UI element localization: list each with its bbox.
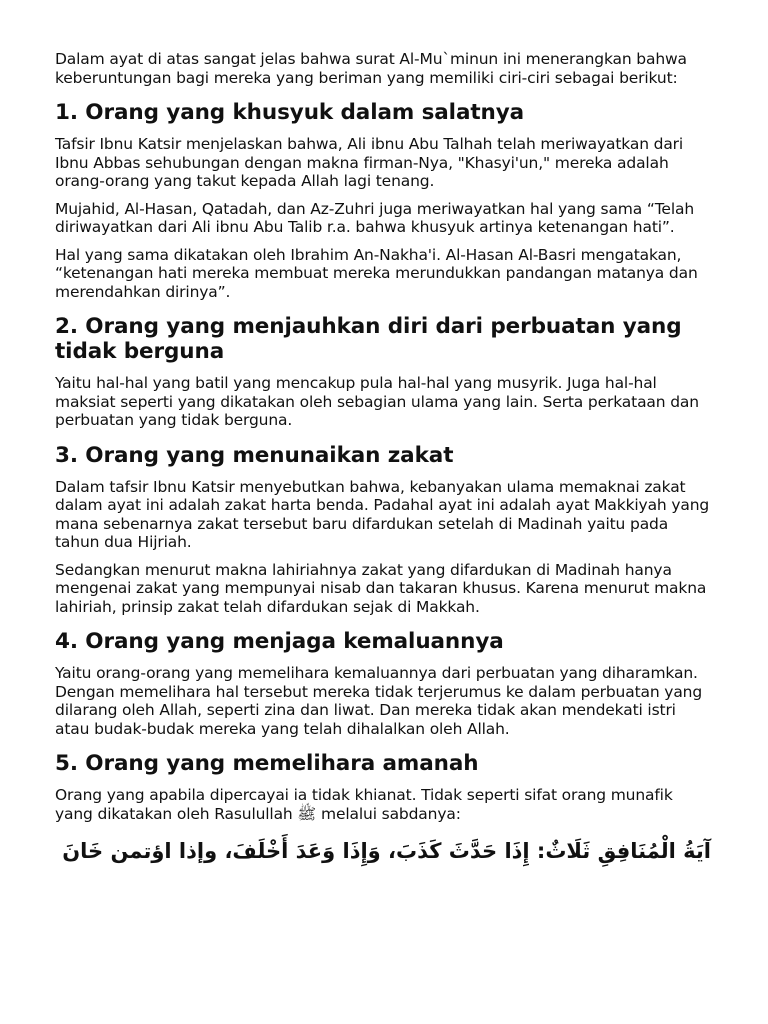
section-4-heading: 4. Orang yang menjaga kemaluannya	[55, 629, 504, 654]
intro-paragraph: Dalam ayat di atas sangat jelas bahwa surat Al-Mu`minun ini menerangkan bahwa keberuntungan bagi mereka yang beriman yang memiliki ciri-ciri sebagai berikut:	[55, 50, 687, 87]
section-1-paragraph-2: Mujahid, Al-Hasan, Qatadah, dan Az-Zuhri juga meriwayatkan hal yang sama “Telah diriwayatkan dari Ali ibnu Abu Talib r.a. bahwa khusyuk artinya ketenangan hati”.	[55, 199, 694, 236]
section-5-paragraph-1: Orang yang apabila dipercayai ia tidak khianat. Tidak seperti sifat orang munafik yang dikatakan oleh Rasulullah ﷺ melalui sabdanya:	[55, 786, 673, 823]
section-3-heading: 3. Orang yang menunaikan zakat	[55, 442, 454, 468]
section-2-heading: 2. Orang yang menjauhkan diri dari perbuatan yang tidak berguna	[55, 314, 682, 364]
section-1-paragraph-3: Hal yang sama dikatakan oleh Ibrahim An-Nakha'i. Al-Hasan Al-Basri mengatakan, “ketenangan hati mereka membuat mereka merundukkan pandangan matanya dan merendahkan dirinya”.	[55, 245, 698, 301]
section-5-heading: 5. Orang yang memelihara amanah	[55, 751, 479, 776]
section-1-paragraph-1: Tafsir Ibnu Katsir menjelaskan bahwa, Ali ibnu Abu Talhah telah meriwayatkan dari Ibnu Abbas sehubungan dengan makna firman-Nya, "Khasyi'un," mereka adalah orang-orang yang takut kepada Allah lagi tenang.	[55, 135, 684, 190]
section-3-paragraph-1: Dalam tafsir Ibnu Katsir menyebutkan bahwa, kebanyakan ulama memaknai zakat dalam ayat ini adalah zakat harta benda. Padahal ayat ini adalah ayat Makkiyah yang mana sebenarnya zakat tersebut baru difardukan setelah di Madinah yaitu pada tahun dua Hijriah.	[55, 477, 710, 551]
section-2-paragraph-1: Yaitu hal-hal yang batil yang mencakup pula hal-hal yang musyrik. Juga hal-hal maksiat seperti yang dikatakan oleh sebagian ulama yang lain. Serta perkataan dan perbuatan yang tidak berguna.	[55, 374, 699, 429]
arabic-hadith-quote: آيَةُ الْمُنَافِقِ ثَلَاثٌ: إِذَا حَدَّثَ كَذَبَ، وَإِذَا وَعَدَ أَخْلَفَ، وإذا اؤتمن خَانَ	[62, 839, 711, 863]
section-1-heading: 1. Orang yang khusyuk dalam salatnya	[55, 100, 525, 125]
section-3-paragraph-2: Sedangkan menurut makna lahiriahnya zakat yang difardukan di Madinah hanya mengenai zakat yang mempunyai nisab dan takaran khusus. Karena menurut makna lahiriah, prinsip zakat telah difardukan sejak di Makkah.	[55, 560, 707, 616]
section-4-paragraph-1: Yaitu orang-orang yang memelihara kemaluannya dari perbuatan yang diharamkan. Dengan memelihara hal tersebut mereka tidak terjerumus ke dalam perbuatan yang dilarang oleh Allah, seperti zina dan liwat. Dan mereka tidak akan mendekati istri atau budak-budak mereka yang telah dihalalkan oleh Allah.	[55, 664, 703, 738]
